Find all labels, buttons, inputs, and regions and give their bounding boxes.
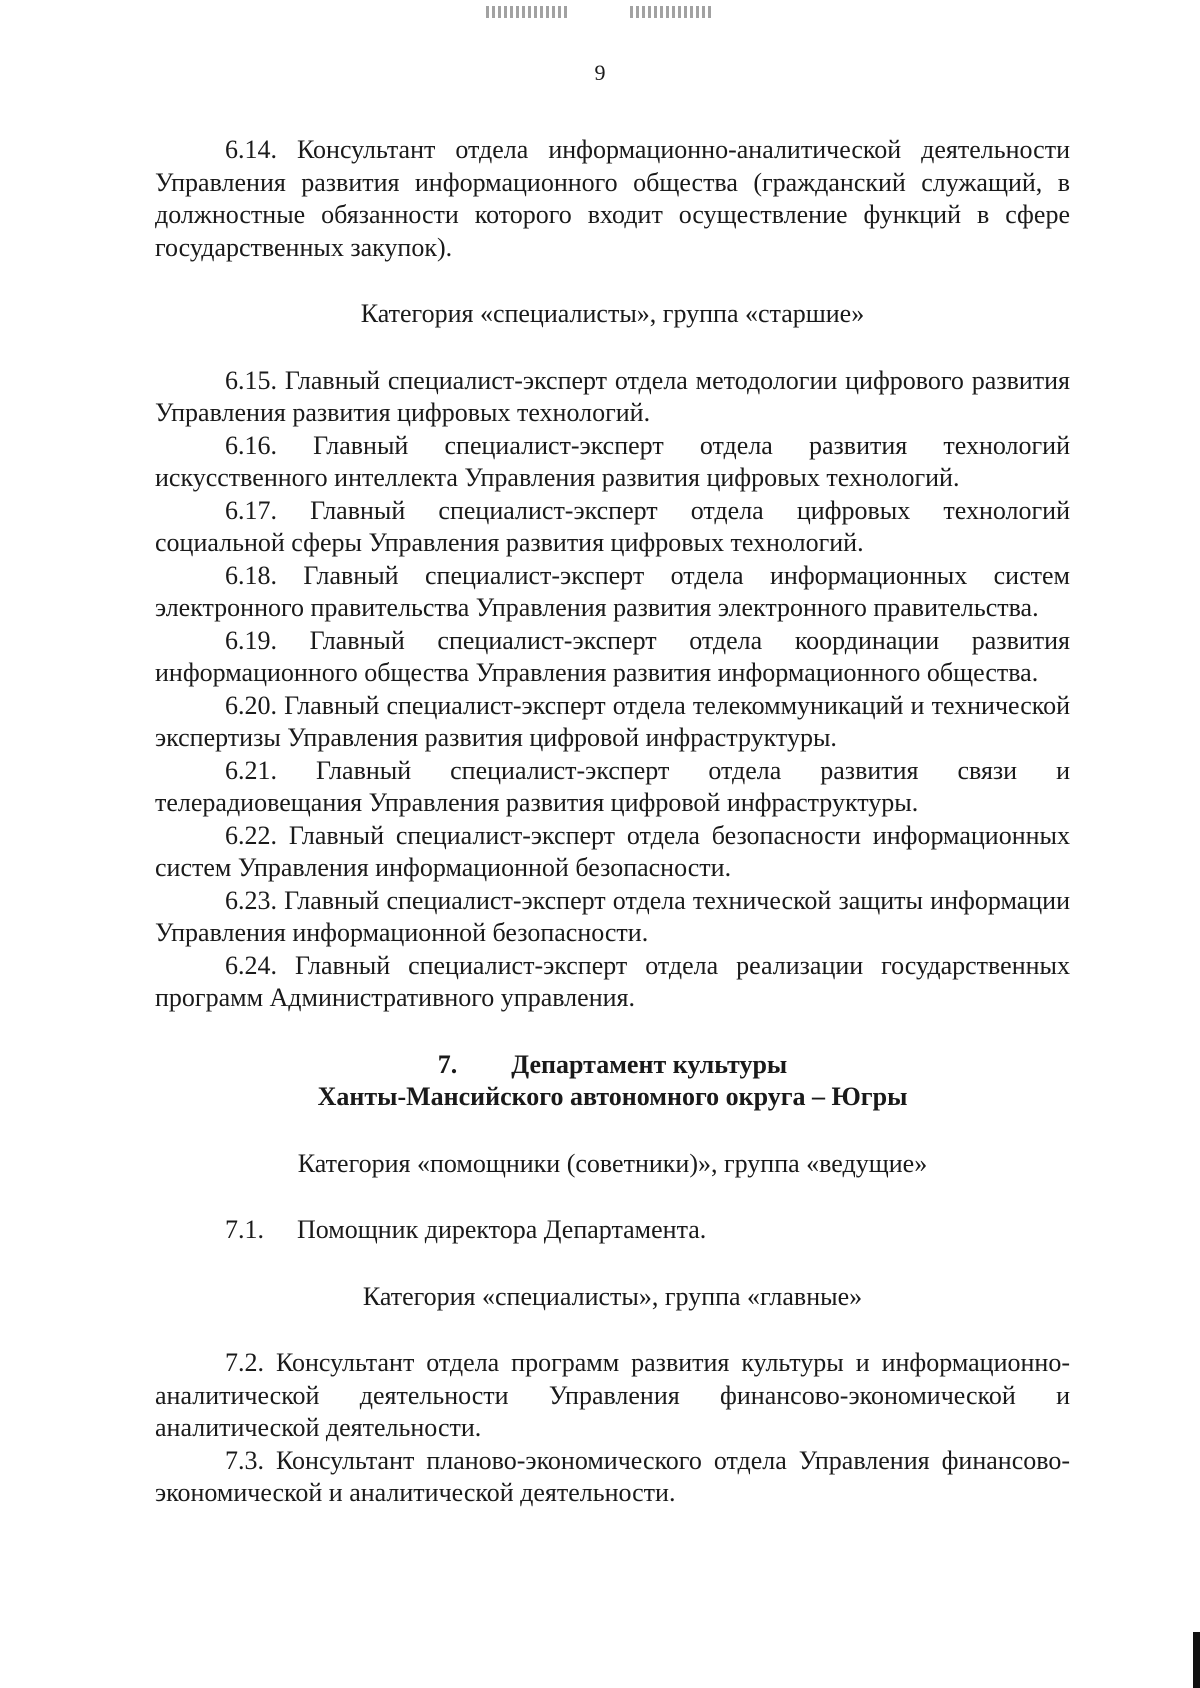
- paragraph-6-24: 6.24. Главный специалист-эксперт отдела реализации государственных программ Административного управления.: [155, 950, 1070, 1012]
- paragraph-6-22: 6.22. Главный специалист-эксперт отдела безопасности информационных систем Управления информационной безопасности.: [155, 820, 1070, 882]
- paragraph-6-19: 6.19. Главный специалист-эксперт отдела координации развития информационного общества Управления развития информационного общества.: [155, 625, 1070, 687]
- section-number: 7.: [437, 1049, 458, 1079]
- paragraph-6-14: 6.14. Консультант отдела информационно-аналитической деятельности Управления развития информационного общества (гражданский служащий, в должностные обязанности которого входит осуществление функций в сфере государственных закупок).: [155, 135, 1070, 262]
- section-title-line2: Ханты-Мансийского автономного округа – Югры: [317, 1082, 908, 1111]
- scan-edge-mark: [1193, 1632, 1200, 1688]
- paragraph-6-16: 6.16. Главный специалист-эксперт отдела развития технологий искусственного интеллекта Управления развития цифровых технологий.: [155, 430, 1070, 492]
- section-title-line1: Департамент культуры: [511, 1049, 788, 1079]
- scan-artifact: [486, 6, 570, 18]
- scan-artifact: [630, 6, 714, 18]
- paragraph-6-17: 6.17. Главный специалист-эксперт отдела цифровых технологий социальной сферы Управления развития цифровых технологий.: [155, 495, 1070, 557]
- item-number: 7.1.: [225, 1215, 264, 1244]
- page-number: 9: [594, 60, 606, 85]
- section-heading: [155, 1049, 1070, 1082]
- paragraph-6-23: 6.23. Главный специалист-эксперт отдела технической защиты информации Управления информационной безопасности.: [155, 885, 1070, 947]
- paragraph-7-3: 7.3. Консультант планово-экономического отдела Управления финансово-экономической и аналитической деятельности.: [155, 1445, 1070, 1507]
- category-heading: Категория «помощники (советники)», группа «ведущие»: [297, 1148, 928, 1178]
- paragraph-7-1: [155, 1214, 1070, 1247]
- paragraph-6-21: 6.21. Главный специалист-эксперт отдела развития связи и телерадиовещания Управления развития цифровой инфраструктуры.: [155, 755, 1070, 817]
- category-heading: Категория «специалисты», группа «старшие»: [360, 299, 865, 328]
- category-heading: Категория «специалисты», группа «главные»: [362, 1281, 863, 1311]
- document-body: [155, 134, 1070, 1510]
- paragraph-6-20: 6.20. Главный специалист-эксперт отдела телекоммуникаций и технической экспертизы Управления развития цифровой инфраструктуры.: [155, 690, 1070, 752]
- item-text: Помощник директора Департамента.: [297, 1215, 707, 1244]
- paragraph-6-15: 6.15. Главный специалист-эксперт отдела методологии цифрового развития Управления развития цифровых технологий.: [155, 365, 1070, 427]
- paragraph-7-2: 7.2. Консультант отдела программ развития культуры и информационно-аналитической деятельности Управления финансово-экономической и аналитической деятельности.: [155, 1348, 1070, 1442]
- paragraph-6-18: 6.18. Главный специалист-эксперт отдела информационных систем электронного правительства Управления развития электронного правительства.: [155, 560, 1070, 622]
